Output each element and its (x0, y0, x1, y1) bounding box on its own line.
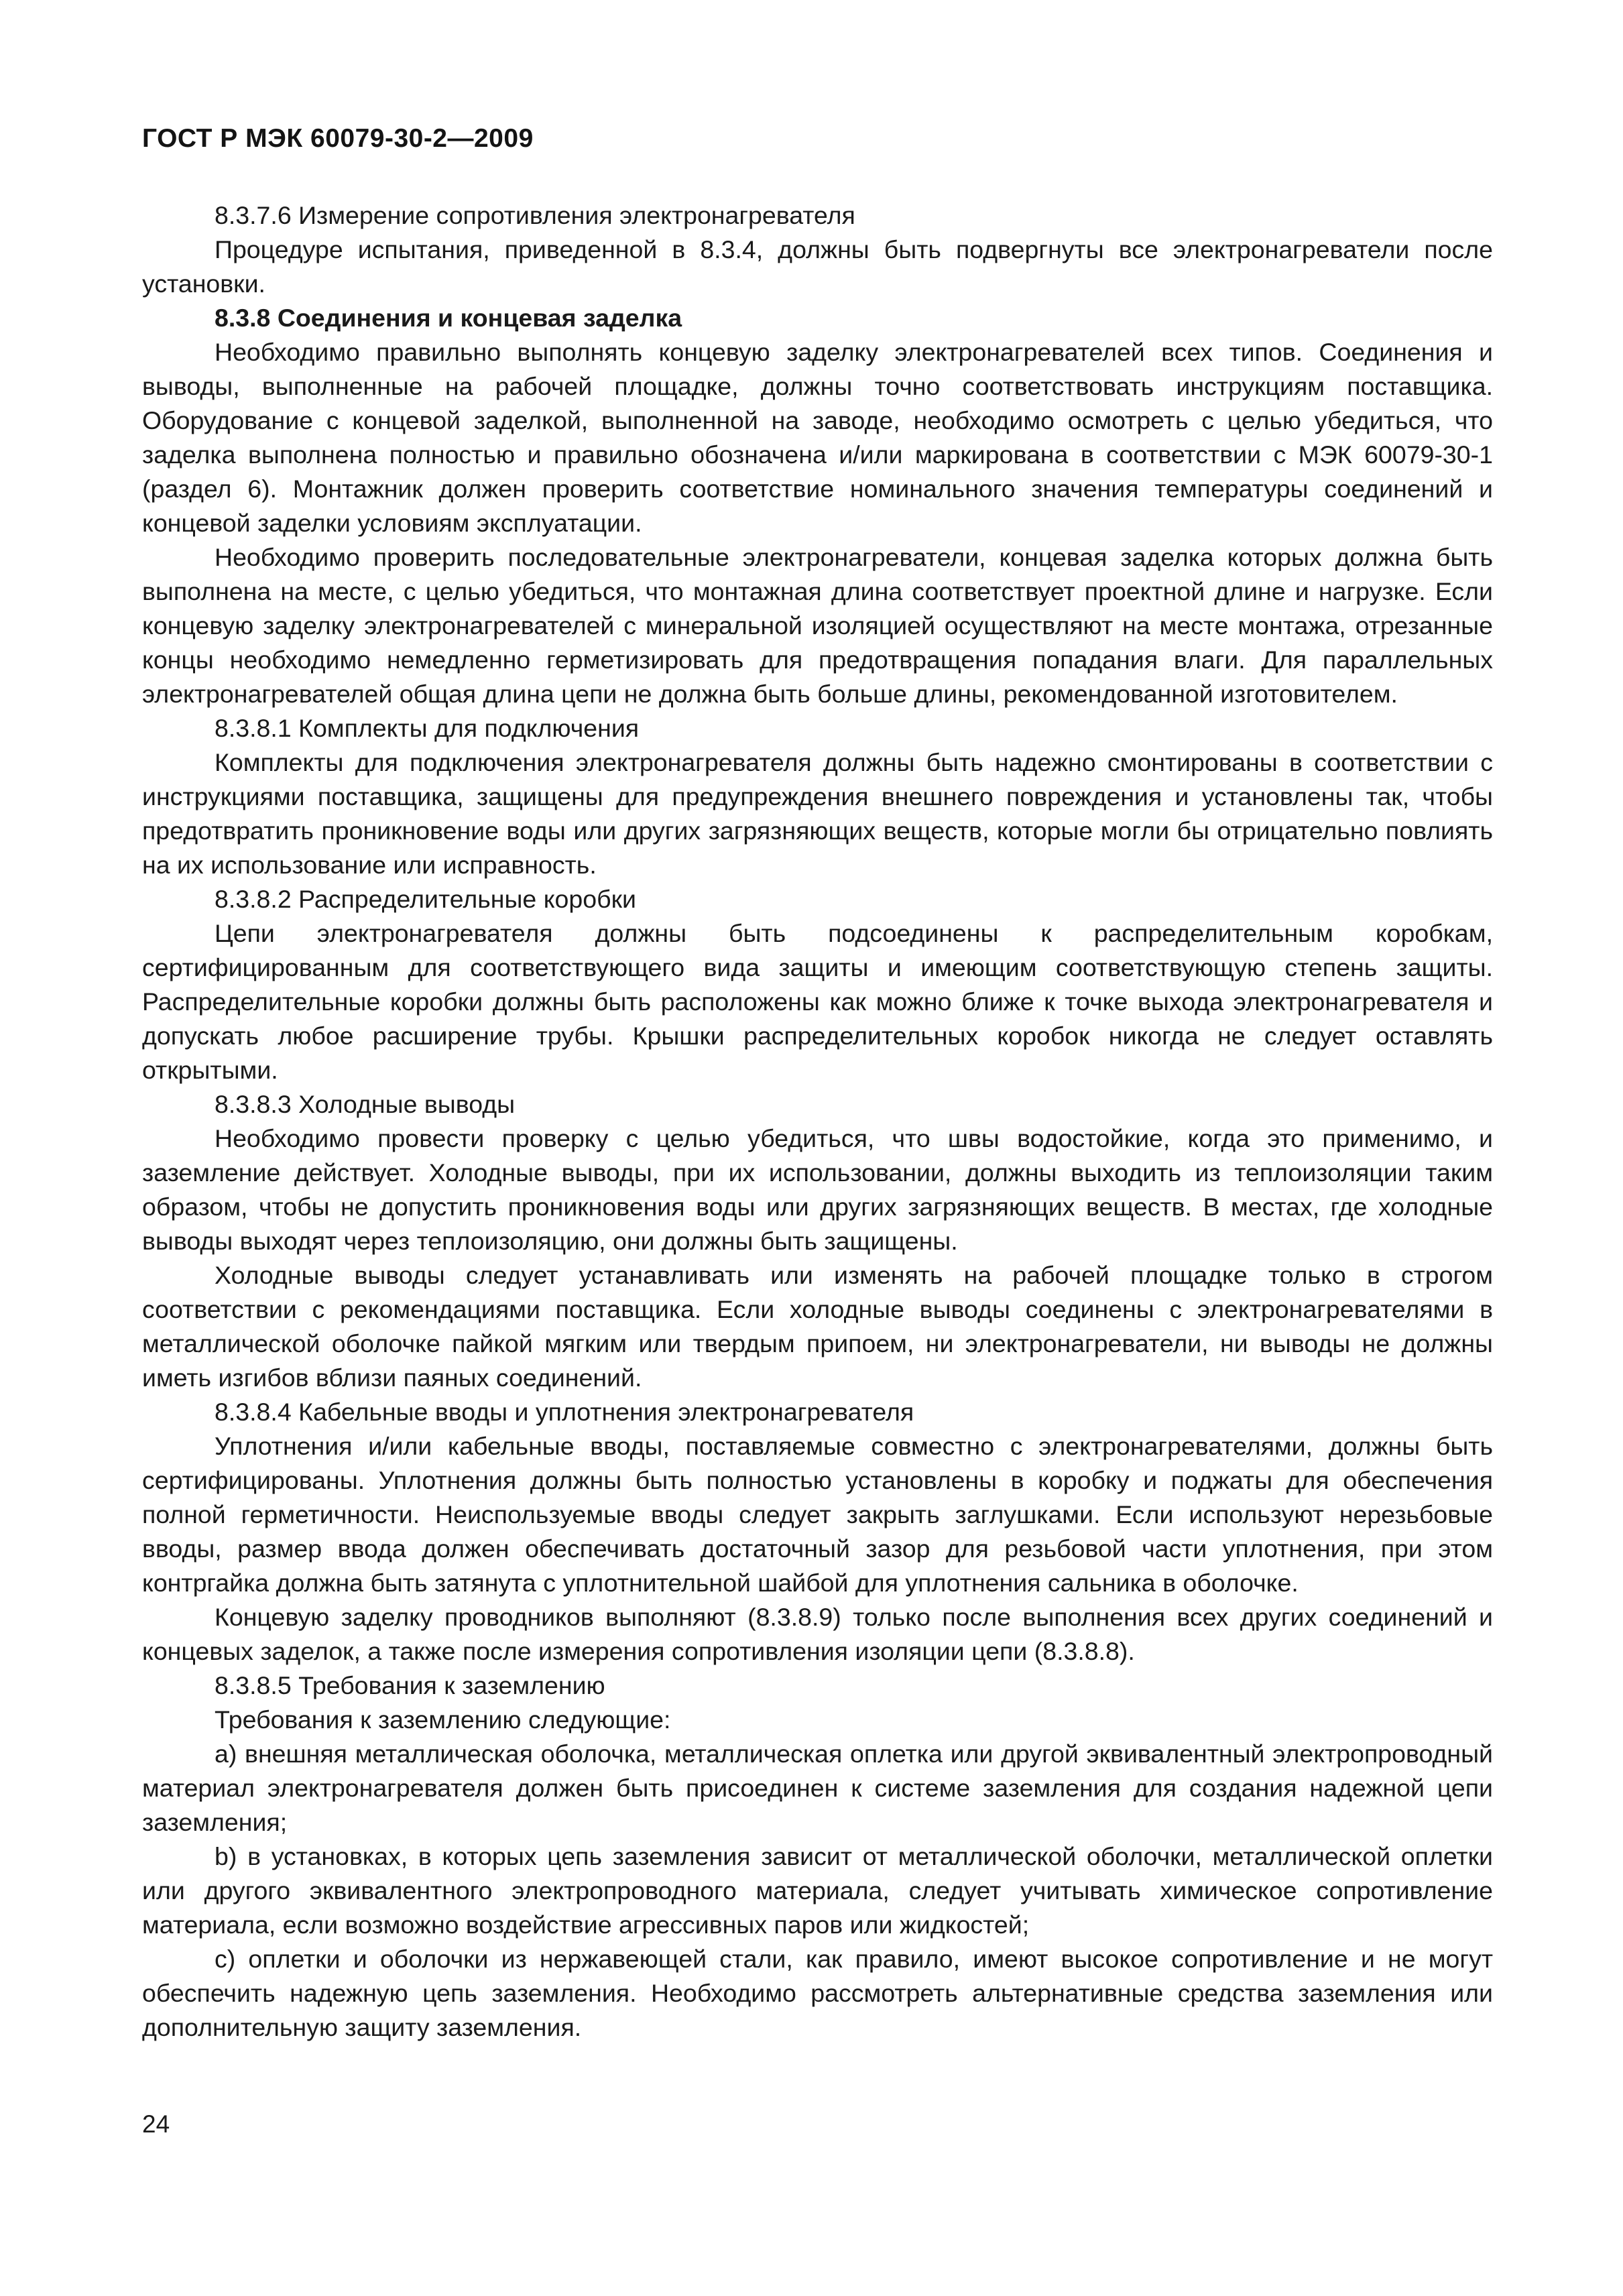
paragraph: Цепи электронагревателя должны быть подсоединены к распределительным коробкам, сертифицированным для соответствующего вида защиты и имеющим соответствующую степень защиты. Распределительные коробки должны быть расположены как можно ближе к точке выхода электронагревателя и допускать любое расширение трубы. Крышки распределительных коробок никогда не следует оставлять открытыми. (142, 919, 1493, 1084)
paragraph: Уплотнения и/или кабельные вводы, поставляемые совместно с электронагревателями, должны быть сертифицированы. Уплотнения должны быть полностью установлены в коробку и поджаты для обеспечения полной герметичности. Неиспользуемые вводы следует закрыть заглушками. Если используют нерезьбовые вводы, размер ввода должен обеспечивать достаточный зазор для резьбовой части уплотнения, при этом контргайка должна быть затянута с уплотнительной шайбой для уплотнения сальника в оболочке. (142, 1432, 1493, 1597)
paragraph: 8.3.8.5 Требования к заземлению (215, 1671, 605, 1699)
document-body (142, 198, 1493, 2045)
section-heading: 8.3.8 Соединения и концевая заделка (215, 304, 682, 332)
paragraph: Требования к заземлению следующие: (215, 1705, 671, 1734)
document-header: ГОСТ Р МЭК 60079-30-2—2009 (142, 124, 534, 153)
paragraph: 8.3.8.4 Кабельные вводы и уплотнения электронагревателя (215, 1398, 914, 1426)
paragraph: Необходимо проверить последовательные электронагреватели, концевая заделка которых должна быть выполнена на месте, с целью убедиться, что монтажная длина соответствует проектной длине и нагрузке. Если концевую заделку электронагревателей с минеральной изоляцией осуществляют на месте монтажа, отрезанные концы необходимо немедленно герметизировать для предотвращения попадания влаги. Для параллельных электронагревателей общая длина цепи не должна быть больше длины, рекомендованной изготовителем. (142, 543, 1493, 708)
paragraph: b) в установках, в которых цепь заземления зависит от металлической оболочки, металлической оплетки или другого эквивалентного электропроводного материала, следует учитывать химическое сопротивление материала, если возможно воздействие агрессивных паров или жидкостей; (142, 1842, 1493, 1939)
paragraph: 8.3.7.6 Измерение сопротивления электронагревателя (215, 201, 855, 229)
paragraph: Необходимо правильно выполнять концевую заделку электронагревателей всех типов. Соединения и выводы, выполненные на рабочей площадке, должны точно соответствовать инструкциям поставщика. Оборудование с концевой заделкой, выполненной на заводе, необходимо осмотреть с целью убедиться, что заделка выполнена полностью и правильно обозначена и/или маркирована в соответствии с МЭК 60079-30-1 (раздел 6). Монтажник должен проверить соответствие номинального значения температуры соединений и концевой заделки условиям эксплуатации. (142, 338, 1493, 537)
paragraph: Концевую заделку проводников выполняют (8.3.8.9) только после выполнения всех других соединений и концевых заделок, а также после измерения сопротивления изоляции цепи (8.3.8.8). (142, 1603, 1493, 1665)
page-number: 24 (142, 2110, 170, 2138)
paragraph: Необходимо провести проверку с целью убедиться, что швы водостойкие, когда это применимо, и заземление действует. Холодные выводы, при их использовании, должны выходить из теплоизоляции таким образом, чтобы не допустить проникновения воды или других загрязняющих веществ. В местах, где холодные выводы выходят через теплоизоляцию, они должны быть защищены. (142, 1124, 1493, 1255)
paragraph: 8.3.8.3 Холодные выводы (215, 1090, 516, 1118)
paragraph: 8.3.8.1 Комплекты для подключения (215, 714, 640, 742)
paragraph: а) внешняя металлическая оболочка, металлическая оплетка или другой эквивалентный электропроводный материал электронагревателя должен быть присоединен к системе заземления для создания надежной цепи заземления; (142, 1740, 1493, 1836)
paragraph: с) оплетки и оболочки из нержавеющей стали, как правило, имеют высокое сопротивление и не могут обеспечить надежную цепь заземления. Необходимо рассмотреть альтернативные средства заземления или дополнительную защиту заземления. (142, 1945, 1493, 2041)
paragraph: 8.3.8.2 Распределительные коробки (215, 885, 636, 913)
paragraph: Процедуре испытания, приведенной в 8.3.4, должны быть подвергнуты все электронагреватели после установки. (142, 235, 1493, 298)
paragraph: Комплекты для подключения электронагревателя должны быть надежно смонтированы в соответствии с инструкциями поставщика, защищены для предупреждения внешнего повреждения и установлены так, чтобы предотвратить проникновение воды или других загрязняющих веществ, которые могли бы отрицательно повлиять на их использование или исправность. (142, 748, 1493, 879)
paragraph: Холодные выводы следует устанавливать или изменять на рабочей площадке только в строгом соответствии с рекомендациями поставщика. Если холодные выводы соединены с электронагревателями в металлической оболочке пайкой мягким или твердым припоем, ни электронагреватели, ни выводы не должны иметь изгибов вблизи паяных соединений. (142, 1261, 1493, 1392)
